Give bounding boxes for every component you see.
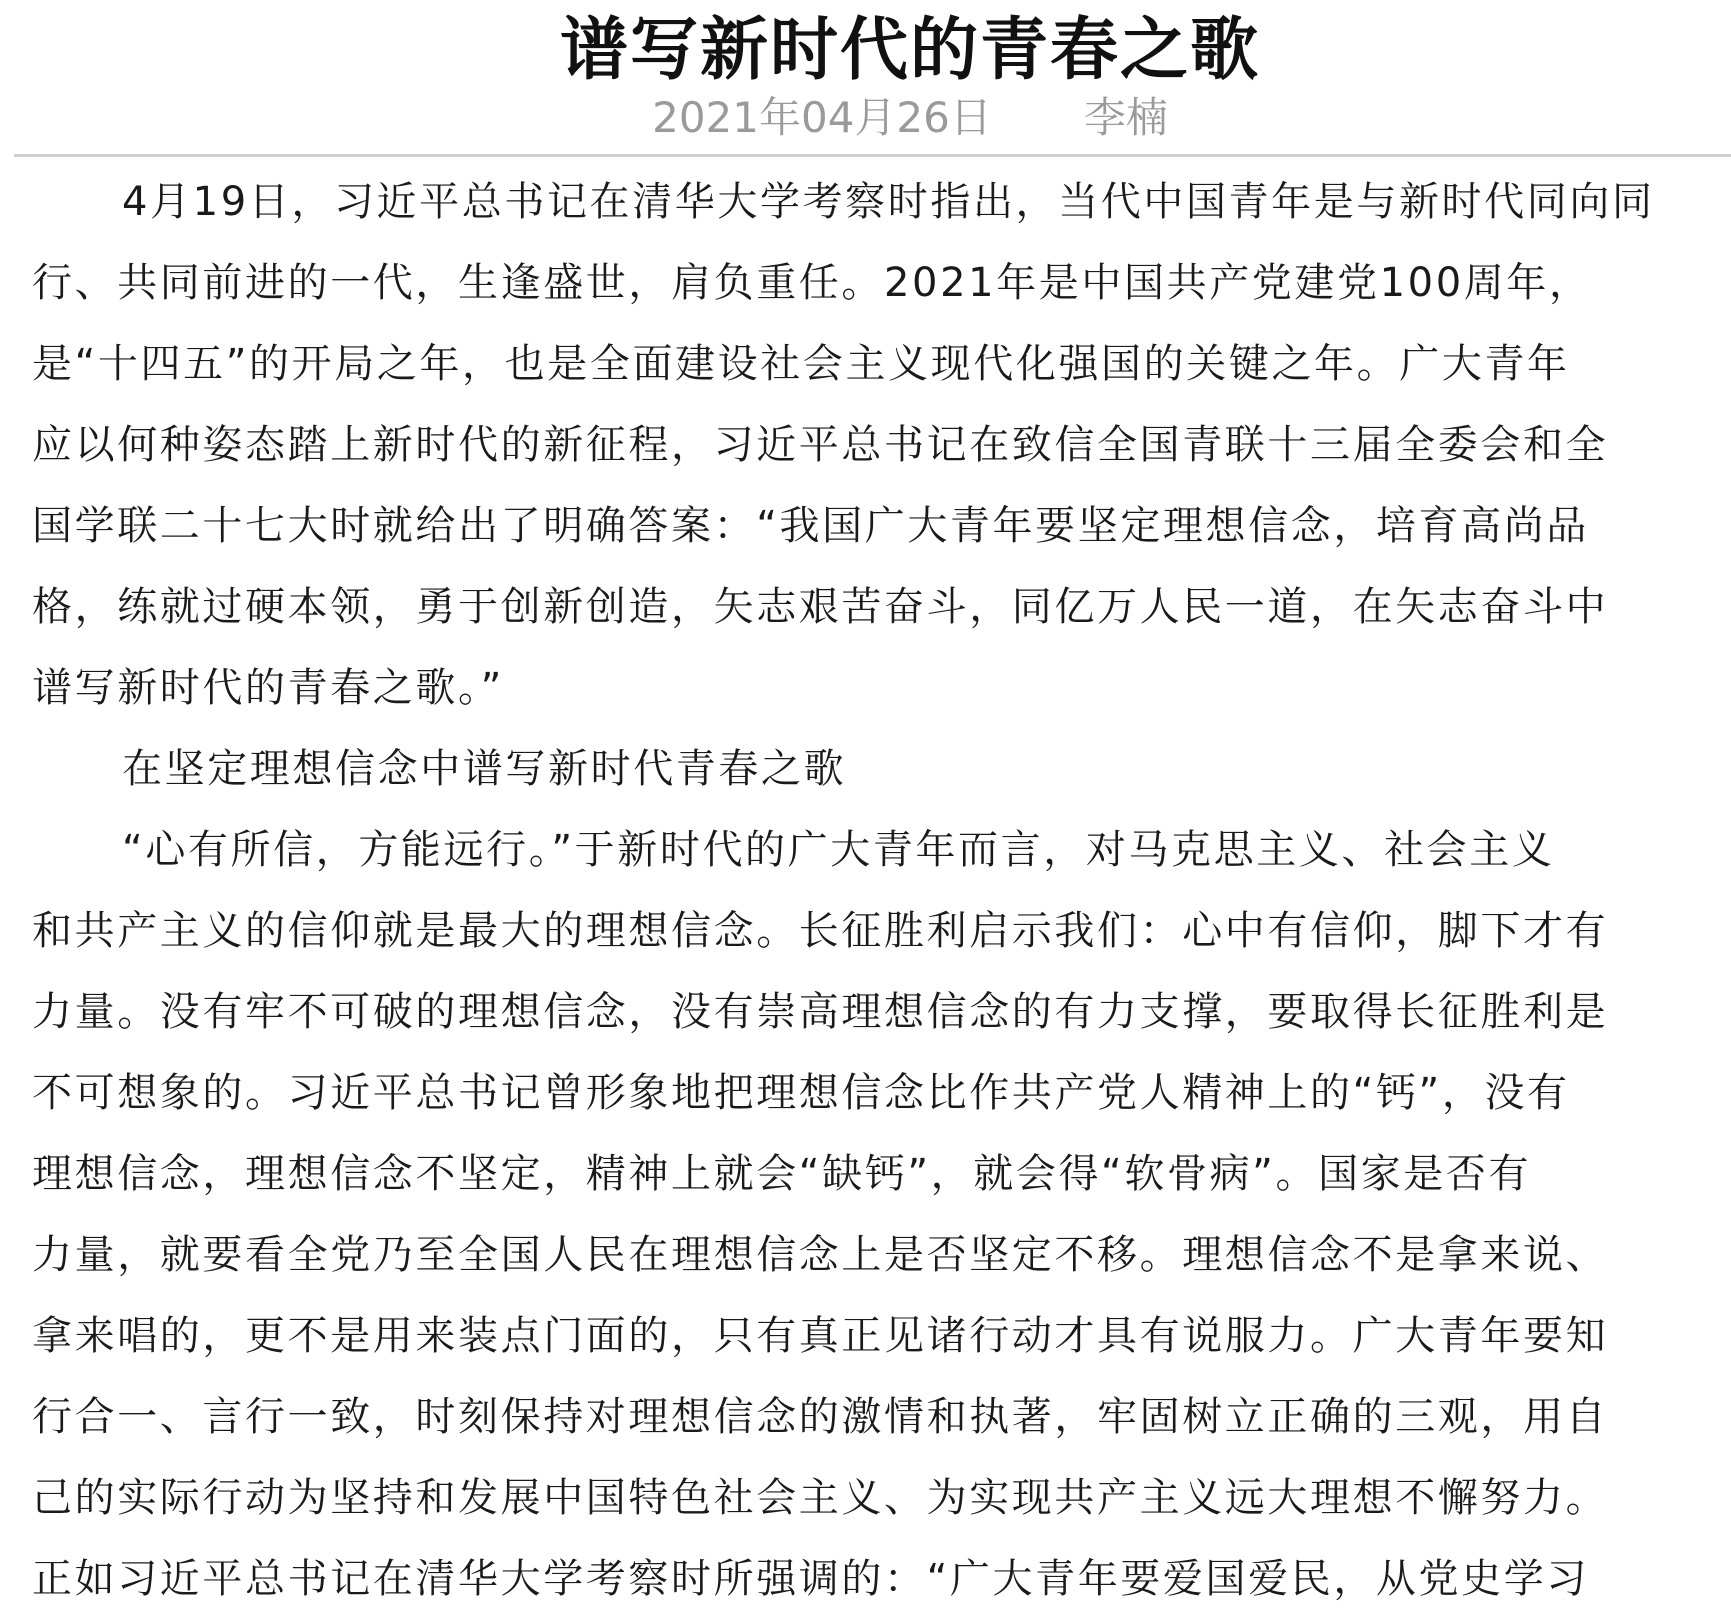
article-header (0, 0, 1731, 144)
paragraph-line: 正如习近平总书记在清华大学考察时所强调的：“广大青年要爱国爱民，从党史学习 (32, 1556, 1589, 1602)
paragraph-line: 己的实际行动为坚持和发展中国特色社会主义、为实现共产主义远大理想不懈努力。 (32, 1475, 1609, 1521)
paragraph-line: 行、共同前进的一代，生逢盛世，肩负重任。2021年是中国共产党建党100周年， (32, 260, 1592, 306)
paragraph-line: 拿来唱的，更不是用来装点门面的，只有真正见诸行动才具有说服力。广大青年要知 (32, 1313, 1609, 1359)
paragraph-line: 应以何种姿态踏上新时代的新征程，习近平总书记在致信全国青联十三届全委会和全 (32, 422, 1609, 468)
header-divider (14, 154, 1731, 157)
paragraph-line: 谱写新时代的青春之歌。” (32, 665, 504, 711)
paragraph-line: 行合一、言行一致，时刻保持对理想信念的激情和执著，牢固树立正确的三观，用自 (32, 1394, 1609, 1440)
paragraph-line: 力量。没有牢不可破的理想信念，没有崇高理想信念的有力支撑，要取得长征胜利是 (32, 989, 1609, 1035)
paragraph-line: 理想信念，理想信念不坚定，精神上就会“缺钙”，就会得“软骨病”。国家是否有 (32, 1151, 1532, 1197)
article-title: 谱写新时代的青春之歌 (559, 10, 1260, 90)
article-meta (0, 92, 1731, 144)
paragraph-line: 和共产主义的信仰就是最大的理想信念。长征胜利启示我们：心中有信仰，脚下才有 (32, 908, 1609, 954)
paragraph-line: “心有所信，方能远行。”于新时代的广大青年而言，对马克思主义、社会主义 (122, 827, 1555, 873)
paragraph-line: 格，练就过硬本领，勇于创新创造，矢志艰苦奋斗，同亿万人民一道，在矢志奋斗中 (32, 584, 1609, 630)
paragraph-line: 是“十四五”的开局之年，也是全面建设社会主义现代化强国的关键之年。广大青年 (32, 341, 1570, 387)
paragraph-line: 4月19日，习近平总书记在清华大学考察时指出，当代中国青年是与新时代同向同 (122, 179, 1655, 225)
article-body (32, 162, 1722, 1620)
paragraph-line: 国学联二十七大时就给出了明确答案：“我国广大青年要坚定理想信念，培育高尚品 (32, 503, 1589, 549)
section-heading: 在坚定理想信念中谱写新时代青春之歌 (122, 746, 847, 792)
publish-date: 2021年04月26日 (652, 93, 992, 142)
paragraph-line: 力量，就要看全党乃至全国人民在理想信念上是否坚定不移。理想信念不是拿来说、 (32, 1232, 1609, 1278)
paragraph-line: 不可想象的。习近平总书记曾形象地把理想信念比作共产党人精神上的“钙”，没有 (32, 1070, 1570, 1116)
author-name: 李楠 (1083, 93, 1168, 142)
